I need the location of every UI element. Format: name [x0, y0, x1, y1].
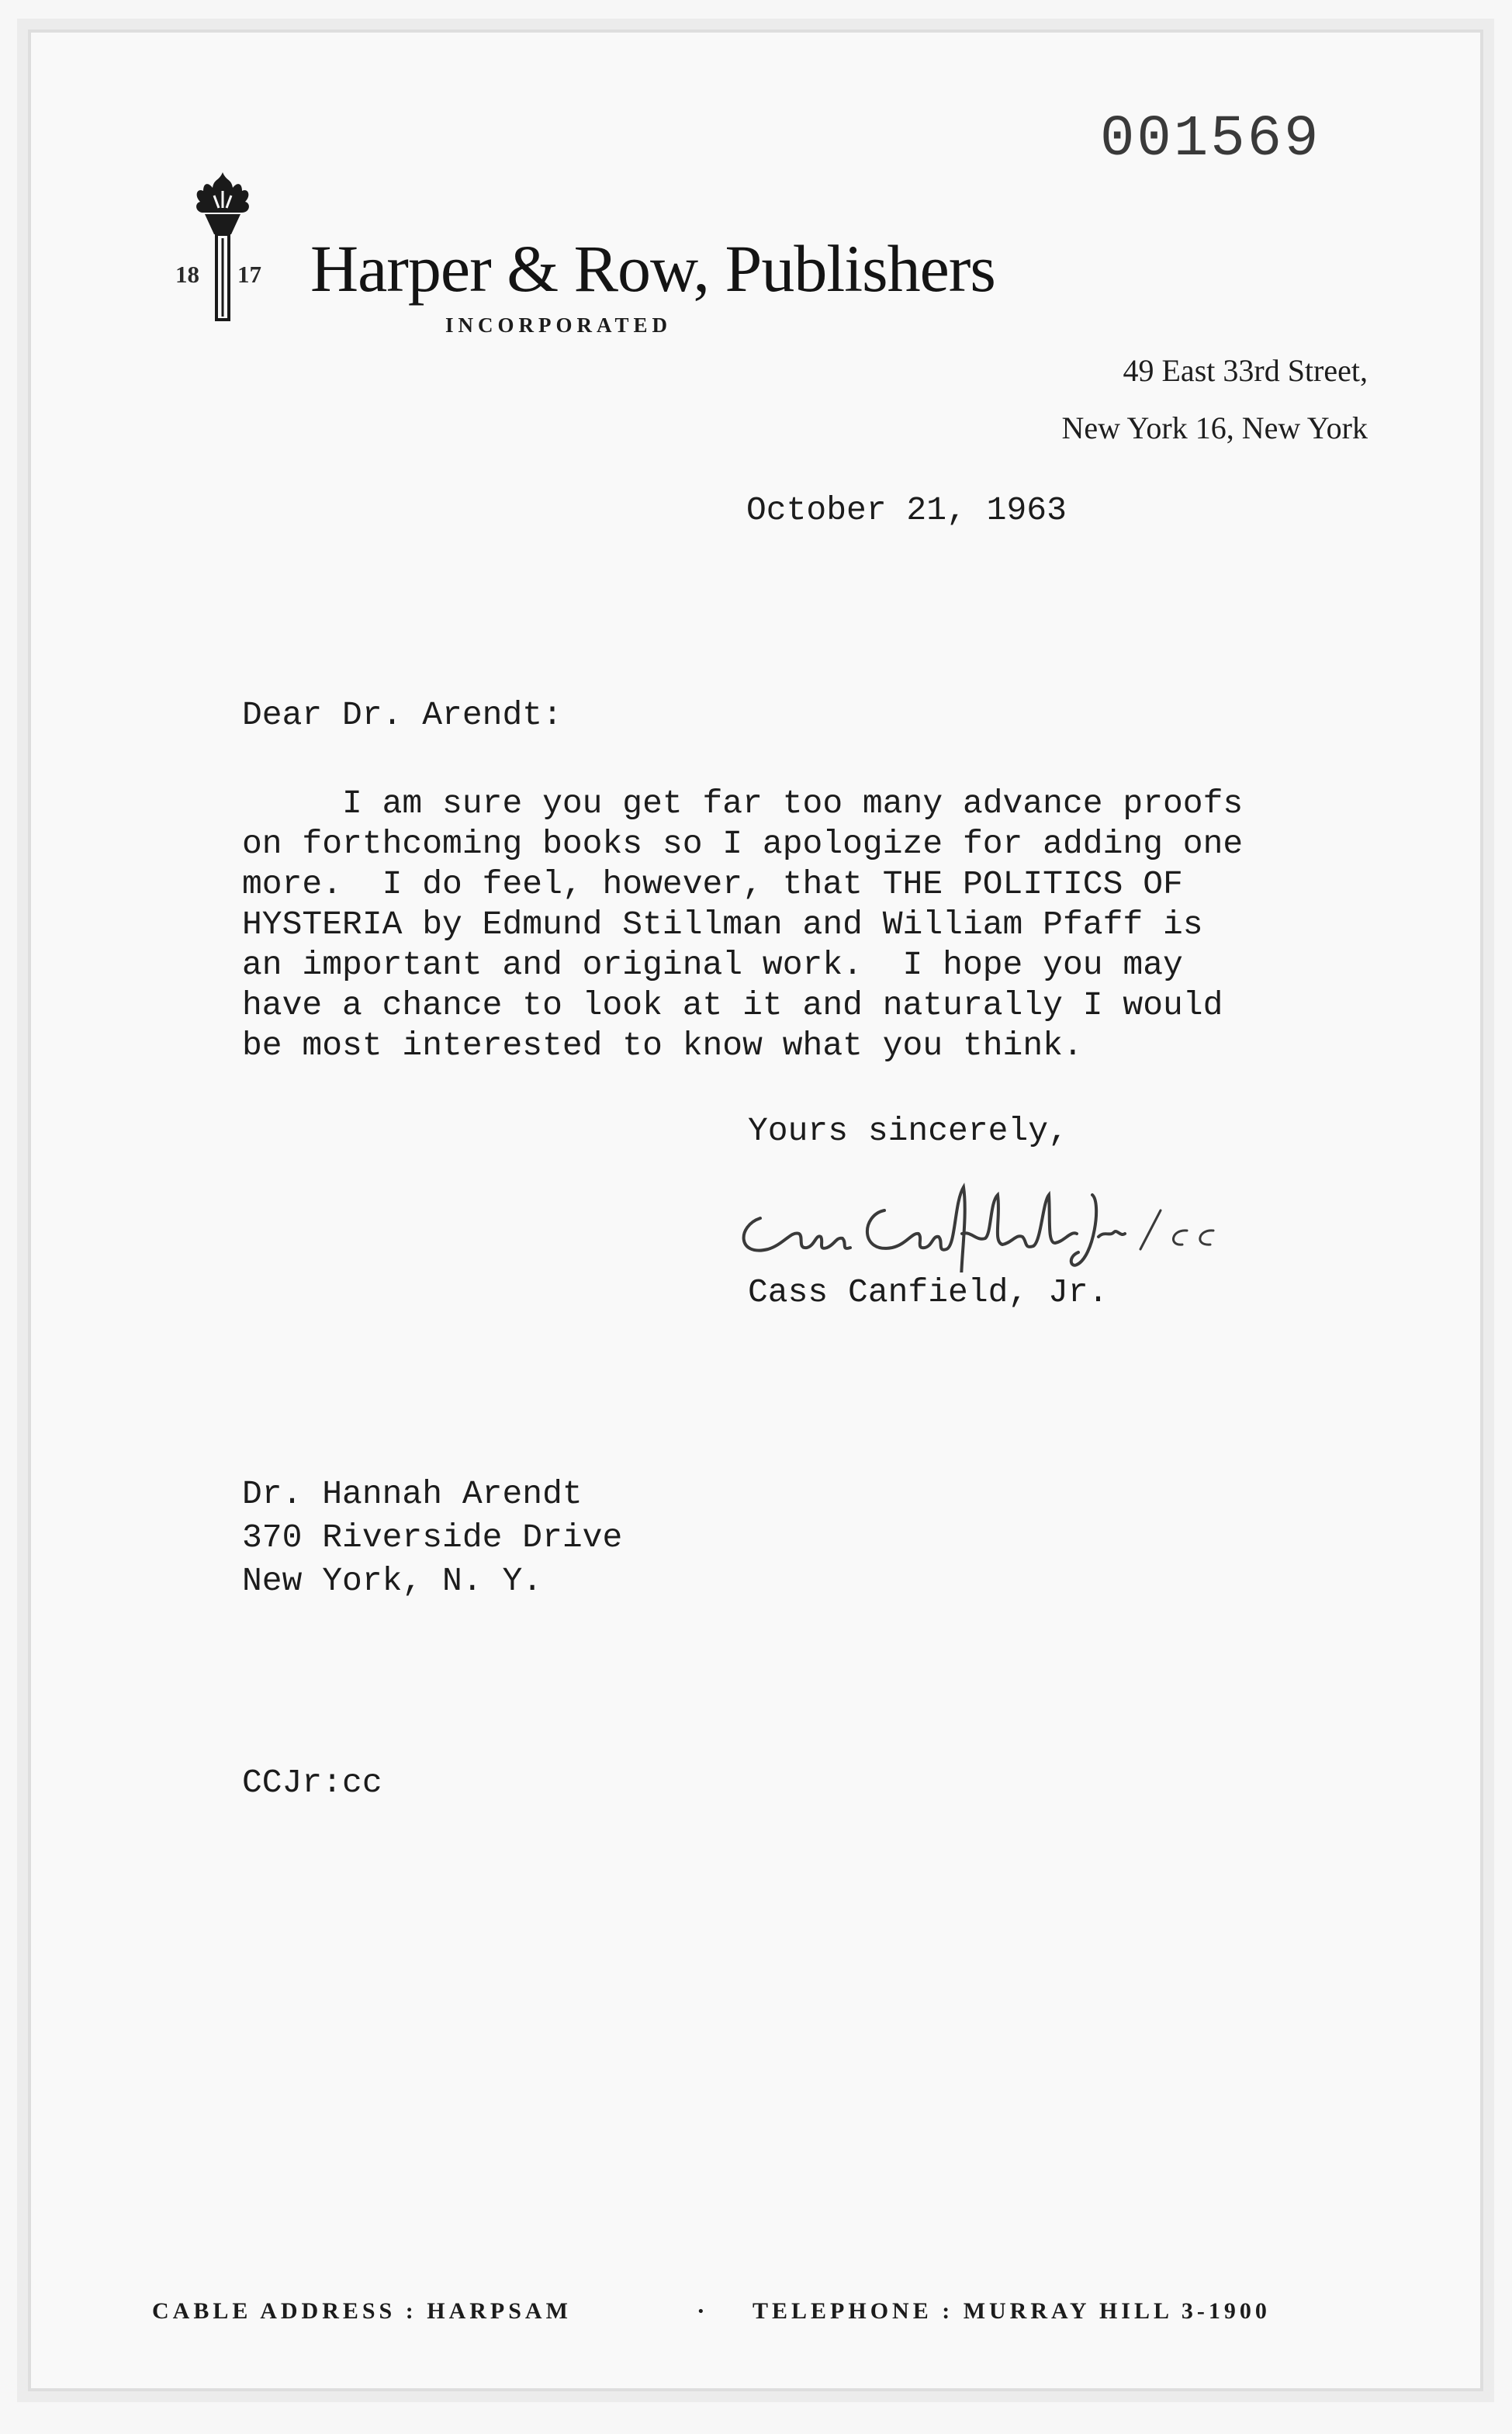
recipient-street: 370 Riverside Drive [242, 1518, 623, 1556]
document-number: 001569 [1100, 107, 1321, 172]
footer-telephone: TELEPHONE : MURRAY HILL 3-1900 [753, 2298, 1271, 2324]
footer-cable-address: CABLE ADDRESS : HARPSAM [152, 2298, 572, 2324]
incorporated-label: INCORPORATED [445, 313, 673, 337]
body-line: be most interested to know what you think. [242, 1027, 1083, 1065]
body-line: HYSTERIA by Edmund Stillman and William Pfaff is [242, 905, 1203, 943]
footer-separator: · [697, 2297, 705, 2325]
salutation: Dear Dr. Arendt: [242, 696, 562, 734]
letter-date: October 21, 1963 [746, 491, 1067, 529]
reference-initials: CCJr:cc [242, 1764, 382, 1802]
signer-name: Cass Canfield, Jr. [748, 1273, 1109, 1311]
body-line: have a chance to look at it and naturally I would [242, 986, 1223, 1024]
torch-logo-icon [180, 164, 265, 327]
address-line-1: 49 East 33rd Street, [1123, 353, 1368, 388]
body-line: I am sure you get far too many advance proofs [242, 784, 1244, 822]
handwritten-signature [729, 1156, 1272, 1272]
founding-year-right: 17 [237, 261, 261, 288]
company-name: Harper & Row, Publishers [310, 231, 995, 306]
closing: Yours sincerely, [748, 1112, 1068, 1150]
body-line: on forthcoming books so I apologize for adding one [242, 825, 1244, 863]
founding-year-left: 18 [175, 261, 199, 288]
body-line: an important and original work. I hope you may [242, 946, 1183, 984]
address-line-2: New York 16, New York [1061, 410, 1368, 445]
body-line: more. I do feel, however, that THE POLITICS OF [242, 865, 1183, 903]
recipient-city: New York, N. Y. [242, 1562, 543, 1600]
recipient-name: Dr. Hannah Arendt [242, 1475, 583, 1513]
